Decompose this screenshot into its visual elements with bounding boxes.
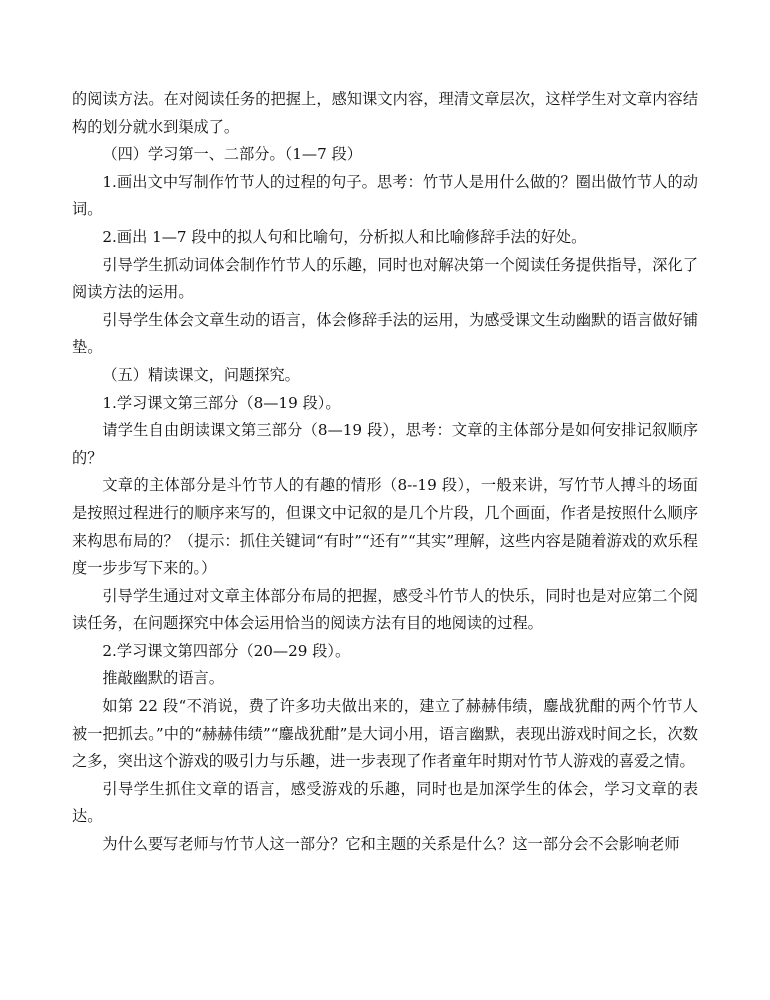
paragraph-guide-expression: 引导学生抓住文章的语言，感受游戏的乐趣，同时也是加深学生的体会，学习文章的表达。 <box>72 779 698 826</box>
paragraph-question-teacher: 为什么要写老师与竹节人这一部分？它和主题的关系是什么？这一部分会不会影响老师 <box>102 835 680 854</box>
paragraph-humorous-language: 推敲幽默的语言。 <box>102 669 224 688</box>
subheading-part-three: 1.学习课文第三部分（8—19 段）。 <box>102 393 341 412</box>
paragraph-guide-language: 引导学生体会文章生动的语言，体会修辞手法的运用，为感受课文生动幽默的语言做好铺垫。 <box>72 310 698 357</box>
paragraph-main-body-analysis: 文章的主体部分是斗竹节人的有趣的情形（8--19 段），一般来讲，写竹节人搏斗的场面是按照过程进行的顺序来写的，但课文中记叙的是几个片段，几个画面，作者是按照什么顺序来构思布局的？（提示：抓住关键词“有时”“还有”“其实”理解，这些内容是随着游戏的欢乐程度一步步写下来的。） <box>72 476 698 578</box>
heading-section-four: （四）学习第一、二部分。（1—7 段） <box>102 145 362 164</box>
paragraph-reading-method-intro: 的阅读方法。在对阅读任务的把握上，感知课文内容，理清文章层次，这样学生对文章内容结构的划分就水到渠成了。 <box>72 90 698 136</box>
paragraph-example-22: 如第 22 段“不消说，费了许多功夫做出来的，建立了赫赫伟绩，鏖战犹酣的两个竹节人被一把抓去。”中的“赫赫伟绩”“鏖战犹酣”是大词小用，语言幽默，表现出游戏时间之长，次数之多，突出这个游戏的吸引力与乐趣，进一步表现了作者童年时期对竹节人游戏的喜爱之情。 <box>72 697 698 771</box>
paragraph-guide-verbs: 引导学生抓动词体会制作竹节人的乐趣，同时也对解决第一个阅读任务提供指导，深化了阅读方法的运用。 <box>72 255 698 302</box>
subheading-part-four: 2.学习课文第四部分（20—29 段）。 <box>102 641 351 660</box>
paragraph-guide-layout: 引导学生通过对文章主体部分布局的把握，感受斗竹节人的快乐，同时也是对应第二个阅读任务，在问题探究中体会运用恰当的阅读方法有目的地阅读的过程。 <box>72 586 698 633</box>
document-body <box>72 86 698 859</box>
task-two-rhetoric: 2.画出 1—7 段中的拟人句和比喻句，分析拟人和比喻修辞手法的好处。 <box>102 227 587 246</box>
task-one-draw-sentences: 1.画出文中写制作竹节人的过程的句子。思考：竹节人是用什么做的？圈出做竹节人的动词。 <box>72 172 698 219</box>
heading-section-five: （五）精读课文，问题探究。 <box>102 365 300 384</box>
paragraph-free-reading: 请学生自由朗读课文第三部分（8—19 段），思考：文章的主体部分是如何安排记叙顺序的？ <box>72 421 698 467</box>
